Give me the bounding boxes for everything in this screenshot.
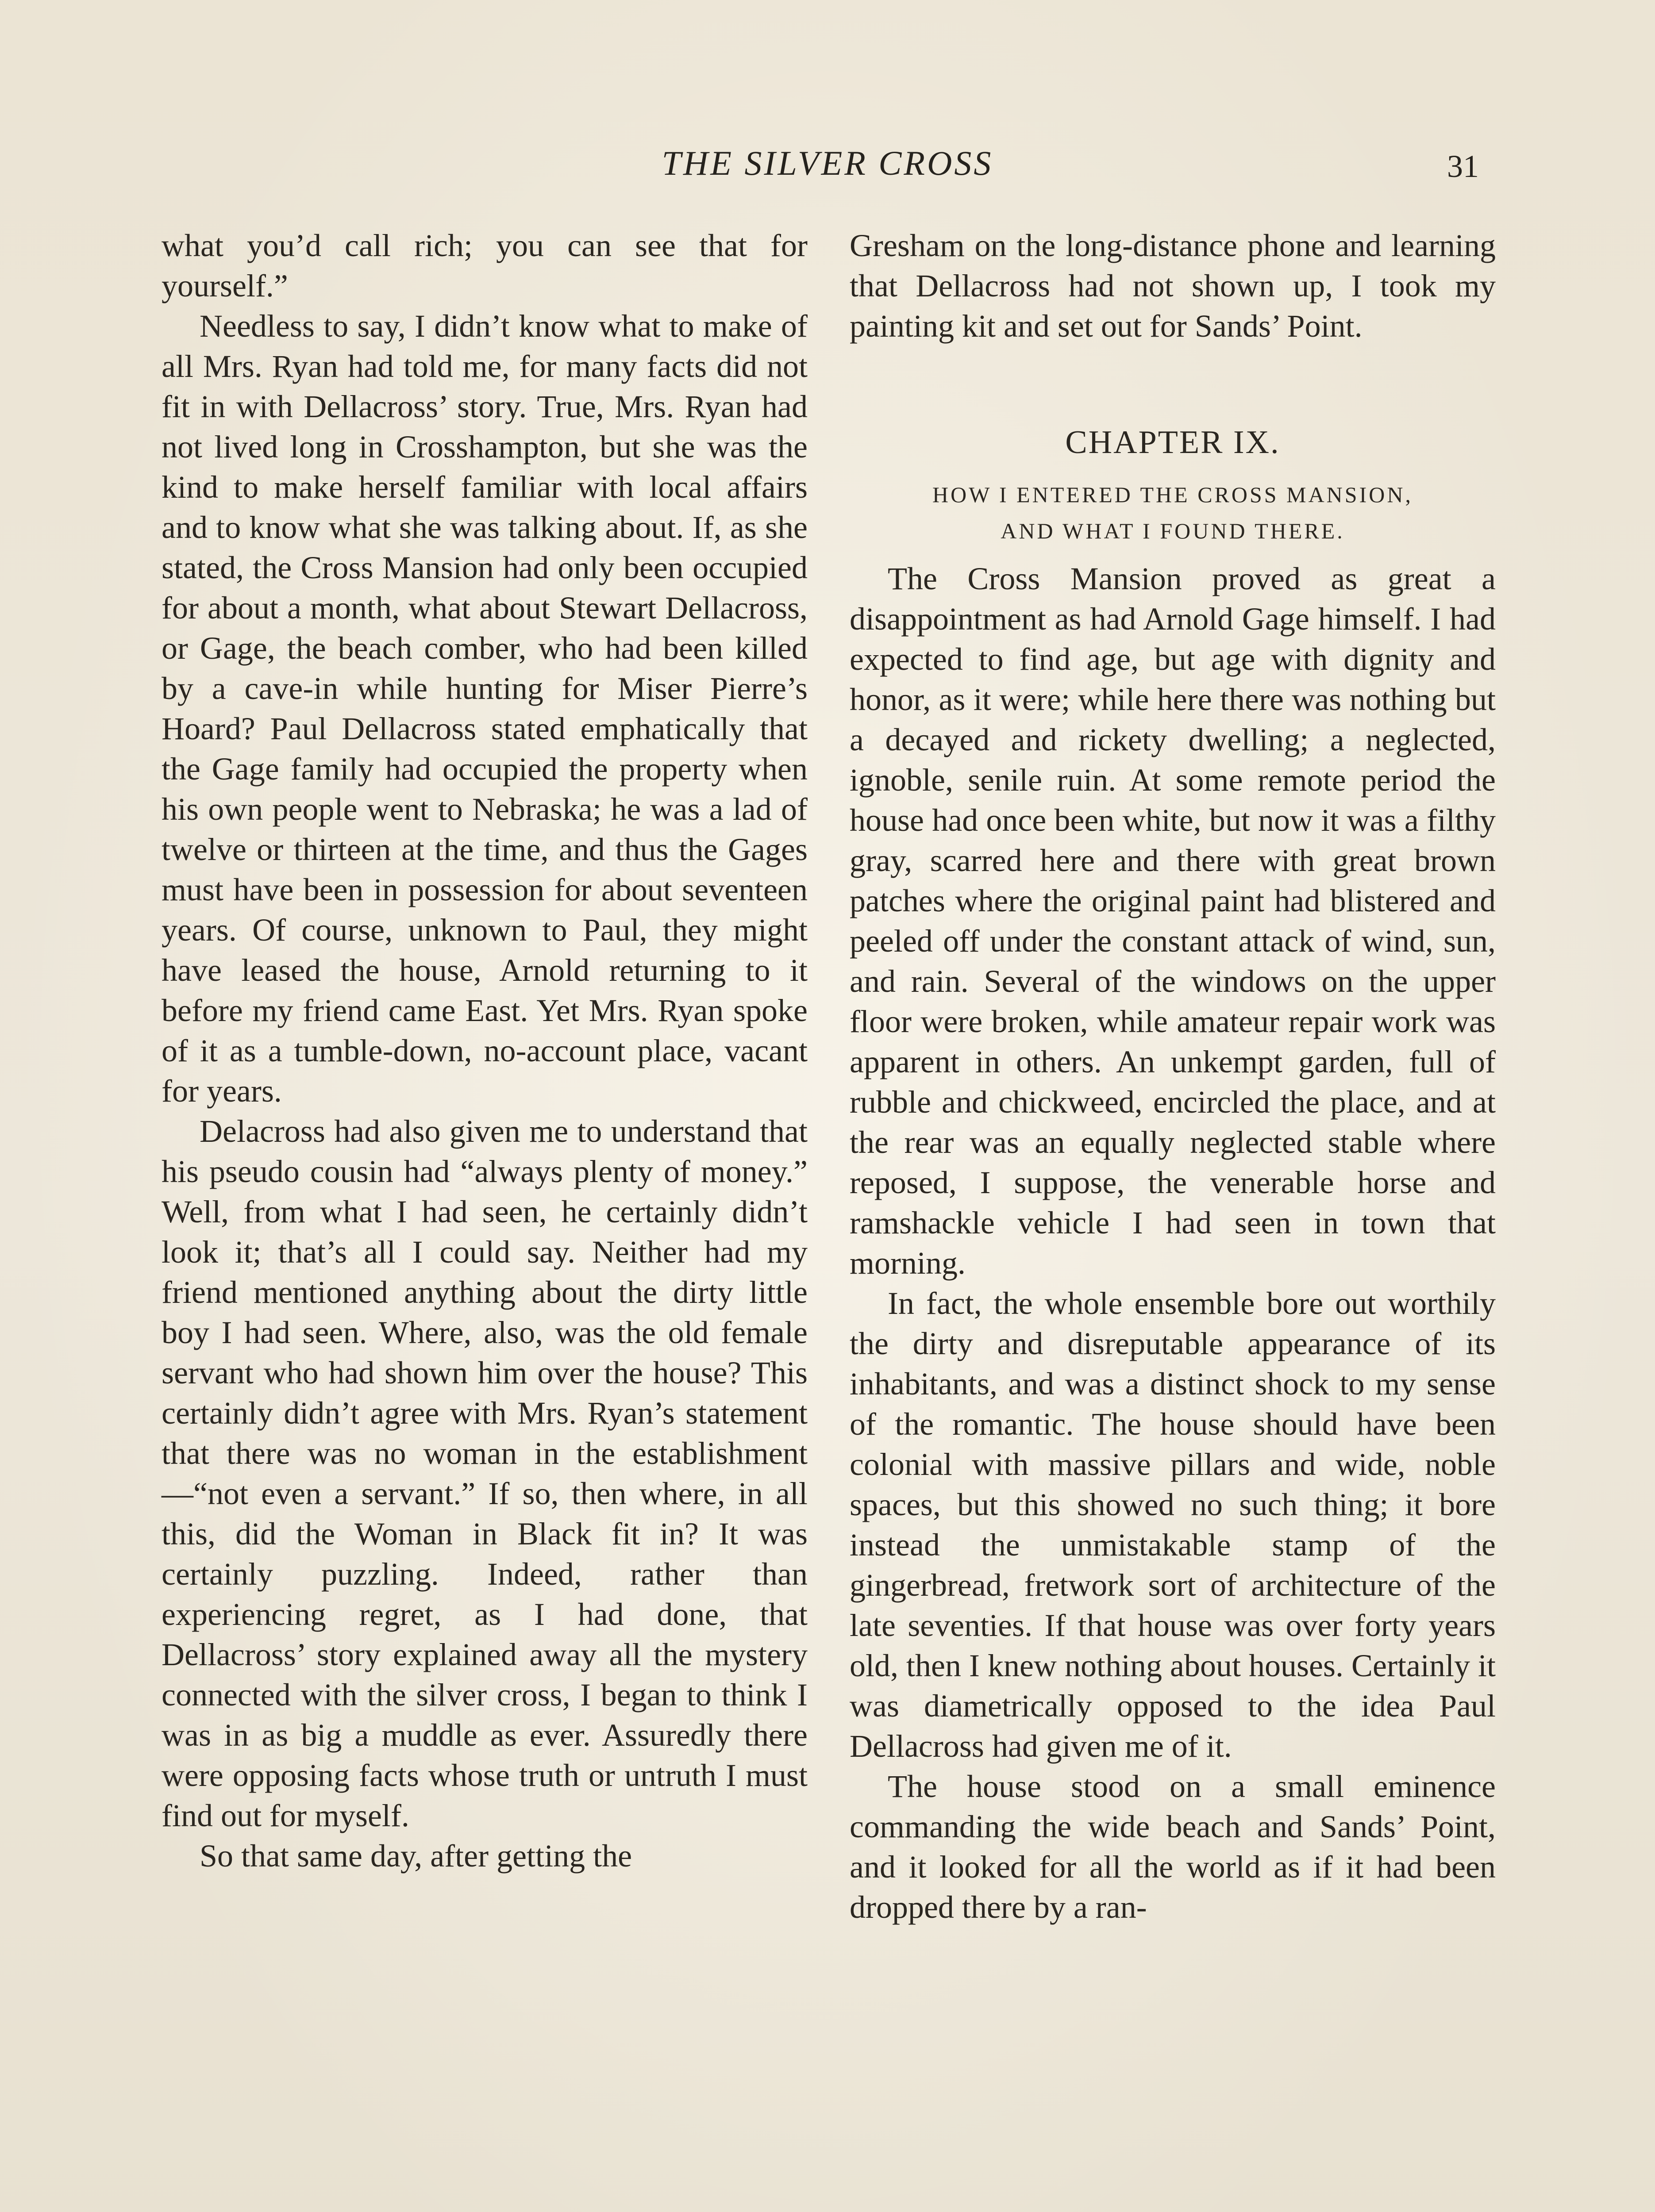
paragraph: So that same day, after getting the bbox=[200, 1838, 632, 1874]
chapter-subtitle bbox=[850, 476, 1496, 549]
paragraph: Needless to say, I didn’t know what to make of all Mrs. Ryan had told me, for many facts did not fit in with Dellacross’ story. True, Mrs. Ryan had not lived long in Crosshampton, but she was the kind to make herself familiar with local affairs and to know what she was talking about. If, as she stated, the Cross Mansion had only been occupied for about a month, what about Stewart Dellacross, or Gage, the beach comber, who had been killed by a cave-in while hunting for Miser Pierre’s Hoard? Paul Dellacross stated emphatically that the Gage family had occupied the property when his own people went to Nebraska; he was a lad of twelve or thirteen at the time, and thus the Gages must have been in possession for about seventeen years. Of course, unknown to Paul, they might have leased the house, Arnold returning to it before my friend came East. Yet Mrs. Ryan spoke of it as a tumble-down, no-account place, vacant for years. bbox=[162, 308, 808, 1109]
paragraph: The Cross Mansion proved as great a disappointment as had Arnold Gage himself. I had expected to find age, but age with dignity and honor, as it were; while here there was nothing but a decayed and rickety dwelling; a neglected, ignoble, senile ruin. At some remote period the house had once been white, but now it was a filthy gray, scarred here and there with great brown patches where the original paint had blistered and peeled off under the constant attack of wind, sun, and rain. Several of the windows on the upper floor were broken, while amateur repair work was apparent in others. An unkempt garden, full of rubble and chickweed, encircled the place, and at the rear was an equally neglected stable where reposed, I suppose, the venerable horse and ramshackle vehicle I had seen in town that morning. bbox=[850, 561, 1496, 1281]
running-head: THE SILVER CROSS bbox=[662, 144, 993, 182]
chapter-subtitle-line-2: AND WHAT I FOUND THERE. bbox=[1001, 518, 1345, 543]
paragraph: Delacross had also given me to understand that his pseudo cousin had “always plenty of money.” Well, from what I had seen, he certainly didn’t look it; that’s all I could say. Neither had my friend mentioned anything about the dirty little boy I had seen. Where, also, was the old female servant who had shown him over the house? This certainly didn’t agree with Mrs. Ryan’s statement that there was no woman in the establishment—“not even a servant.” If so, then where, in all this, did the Woman in Black fit in? It was certainly puzzling. Indeed, rather than experiencing regret, as I had done, that Dellacross’ story explained away all the mystery connected with the silver cross, I began to think I was in as big a muddle as ever. Assuredly there were opposing facts whose truth or untruth I must find out for myself. bbox=[162, 1114, 808, 1833]
chapter-subtitle-line-1: HOW I ENTERED THE CROSS MANSION, bbox=[932, 482, 1413, 507]
paragraph-continuation: Gresham on the long-distance phone and learning that Dellacross had not shown up, I took my painting kit and set out for Sands’ Point. bbox=[850, 228, 1496, 344]
left-column bbox=[162, 226, 808, 1876]
paragraph: The house stood on a small eminence commanding the wide beach and Sands’ Point, and it looked for all the world as if it had been dropped there by a ran- bbox=[850, 1769, 1496, 1925]
right-column bbox=[850, 226, 1496, 1928]
chapter-title: CHAPTER IX. bbox=[1065, 424, 1280, 461]
paragraph: what you’d call rich; you can see that for yourself.” bbox=[162, 228, 808, 303]
paragraph: In fact, the whole ensemble bore out worthily the dirty and disreputable appearance of its inhabitants, and was a distinct shock to my sense of the romantic. The house should have been colonial with massive pillars and wide, noble spaces, but this showed no such thing; it bore instead the unmistakable stamp of the gingerbread, fretwork sort of architecture of the late seventies. If that house was over forty years old, then I knew nothing about houses. Certainly it was diametrically opposed to the idea Paul Dellacross had given me of it. bbox=[850, 1286, 1496, 1764]
page-number: 31 bbox=[1447, 149, 1479, 184]
